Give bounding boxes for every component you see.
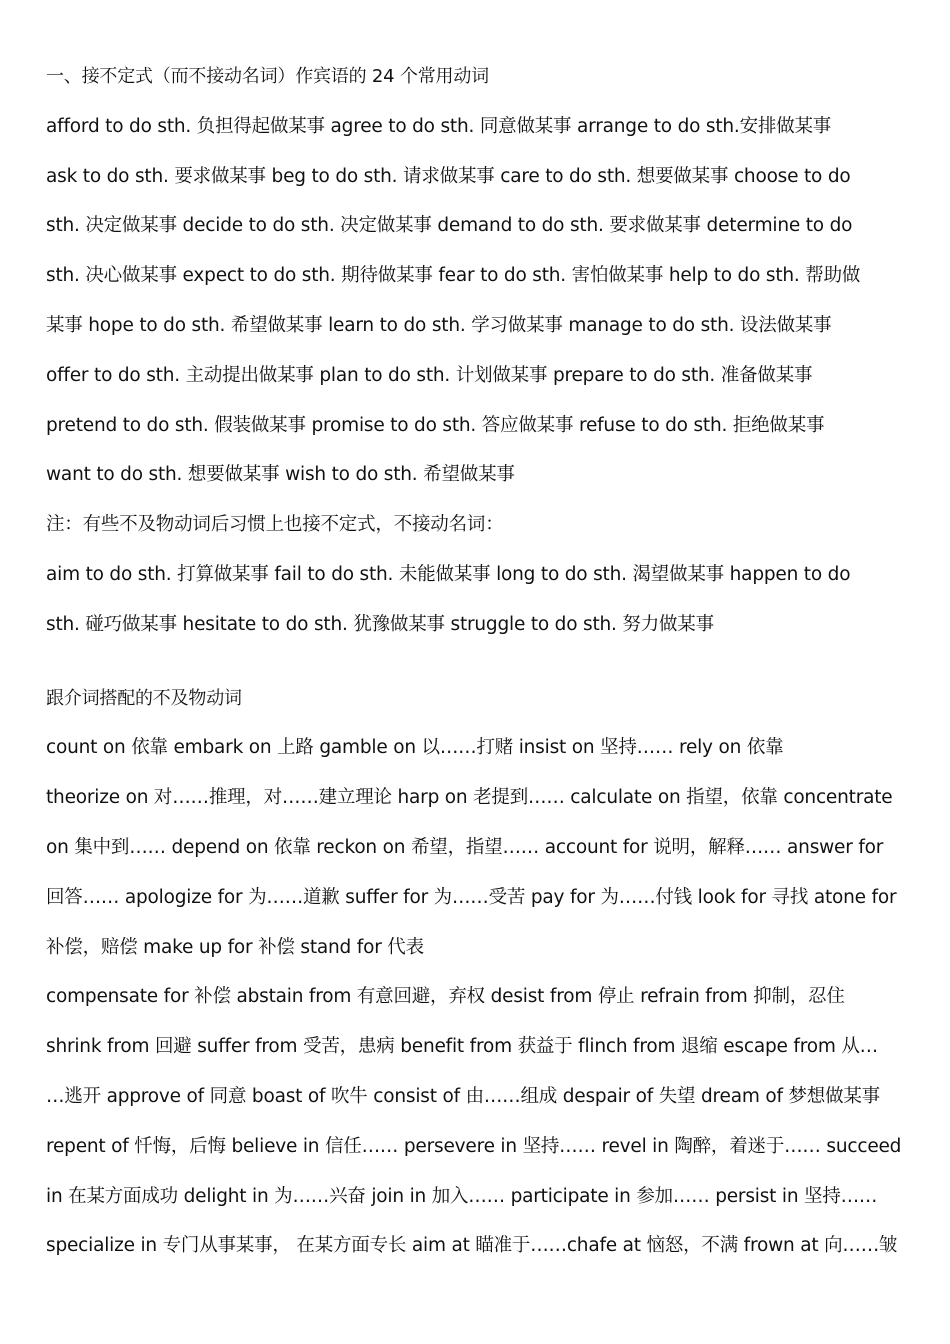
text-line: sth. 决定做某事 decide to do sth. 决定做某事 demand to do sth. 要求做某事 determine to do <box>46 215 853 237</box>
text-line: aim to do sth. 打算做某事 fail to do sth. 未能做某事 long to do sth. 渴望做某事 happen to do <box>46 563 851 585</box>
document-page <box>46 52 906 1271</box>
text-line: theorize on 对……推理，对……建立理论 harp on 老提到…… calculate on 指望，依靠 concentrate <box>46 787 893 809</box>
text-line: 某事 hope to do sth. 希望做某事 learn to do sth. 学习做某事 manage to do sth. 设法做某事 <box>46 314 832 336</box>
text-line: sth. 碰巧做某事 hesitate to do sth. 犹豫做某事 struggle to do sth. 努力做某事 <box>46 613 714 635</box>
text-line: want to do sth. 想要做某事 wish to do sth. 希望做某事 <box>46 464 515 486</box>
text-line: count on 依靠 embark on 上路 gamble on 以……打赌 insist on 坚持…… rely on 依靠 <box>46 737 784 759</box>
text-line: in 在某方面成功 delight in 为……兴奋 join in 加入…… participate in 参加…… persist in 坚持…… <box>46 1185 878 1207</box>
text-line: specialize in 专门从事某事， 在某方面专长 aim at 瞄准于……chafe at 恼怒，不满 frown at 向……皱 <box>46 1235 898 1257</box>
text-line: repent of 忏悔，后悔 believe in 信任…… persevere in 坚持…… revel in 陶醉，着迷于…… succeed <box>46 1135 902 1157</box>
text-line: ask to do sth. 要求做某事 beg to do sth. 请求做某事 care to do sth. 想要做某事 choose to do <box>46 165 851 187</box>
text-line: …逃开 approve of 同意 boast of 吹牛 consist of 由……组成 despair of 失望 dream of 梦想做某事 <box>46 1085 880 1107</box>
text-line: offer to do sth. 主动提出做某事 plan to do sth. 计划做某事 prepare to do sth. 准备做某事 <box>46 364 813 386</box>
text-line: 补偿，赔偿 make up for 补偿 stand for 代表 <box>46 936 424 958</box>
text-line: sth. 决心做某事 expect to do sth. 期待做某事 fear to do sth. 害怕做某事 help to do sth. 帮助做 <box>46 265 861 287</box>
text-line: on 集中到…… depend on 依靠 reckon on 希望，指望…… account for 说明，解释…… answer for <box>46 836 884 858</box>
text-line: pretend to do sth. 假装做某事 promise to do sth. 答应做某事 refuse to do sth. 拒绝做某事 <box>46 414 825 436</box>
section-heading-infinitive-verbs: 一、接不定式（而不接动名词）作宾语的 24 个常用动词 <box>46 66 489 87</box>
section-gap <box>46 650 906 674</box>
note-line: 注：有些不及物动词后习惯上也接不定式，不接动名词： <box>46 514 504 536</box>
text-line: afford to do sth. 负担得起做某事 agree to do sth. 同意做某事 arrange to do sth.安排做某事 <box>46 115 832 137</box>
text-line: 回答…… apologize for 为……道歉 suffer for 为……受苦 pay for 为……付钱 look for 寻找 atone for <box>46 886 897 908</box>
text-line: shrink from 回避 suffer from 受苦，患病 benefit from 获益于 flinch from 退缩 escape from 从… <box>46 1036 878 1058</box>
text-line: compensate for 补偿 abstain from 有意回避，弃权 desist from 停止 refrain from 抑制，忍住 <box>46 986 845 1008</box>
section-heading-prepositional-verbs: 跟介词搭配的不及物动词 <box>46 687 242 709</box>
